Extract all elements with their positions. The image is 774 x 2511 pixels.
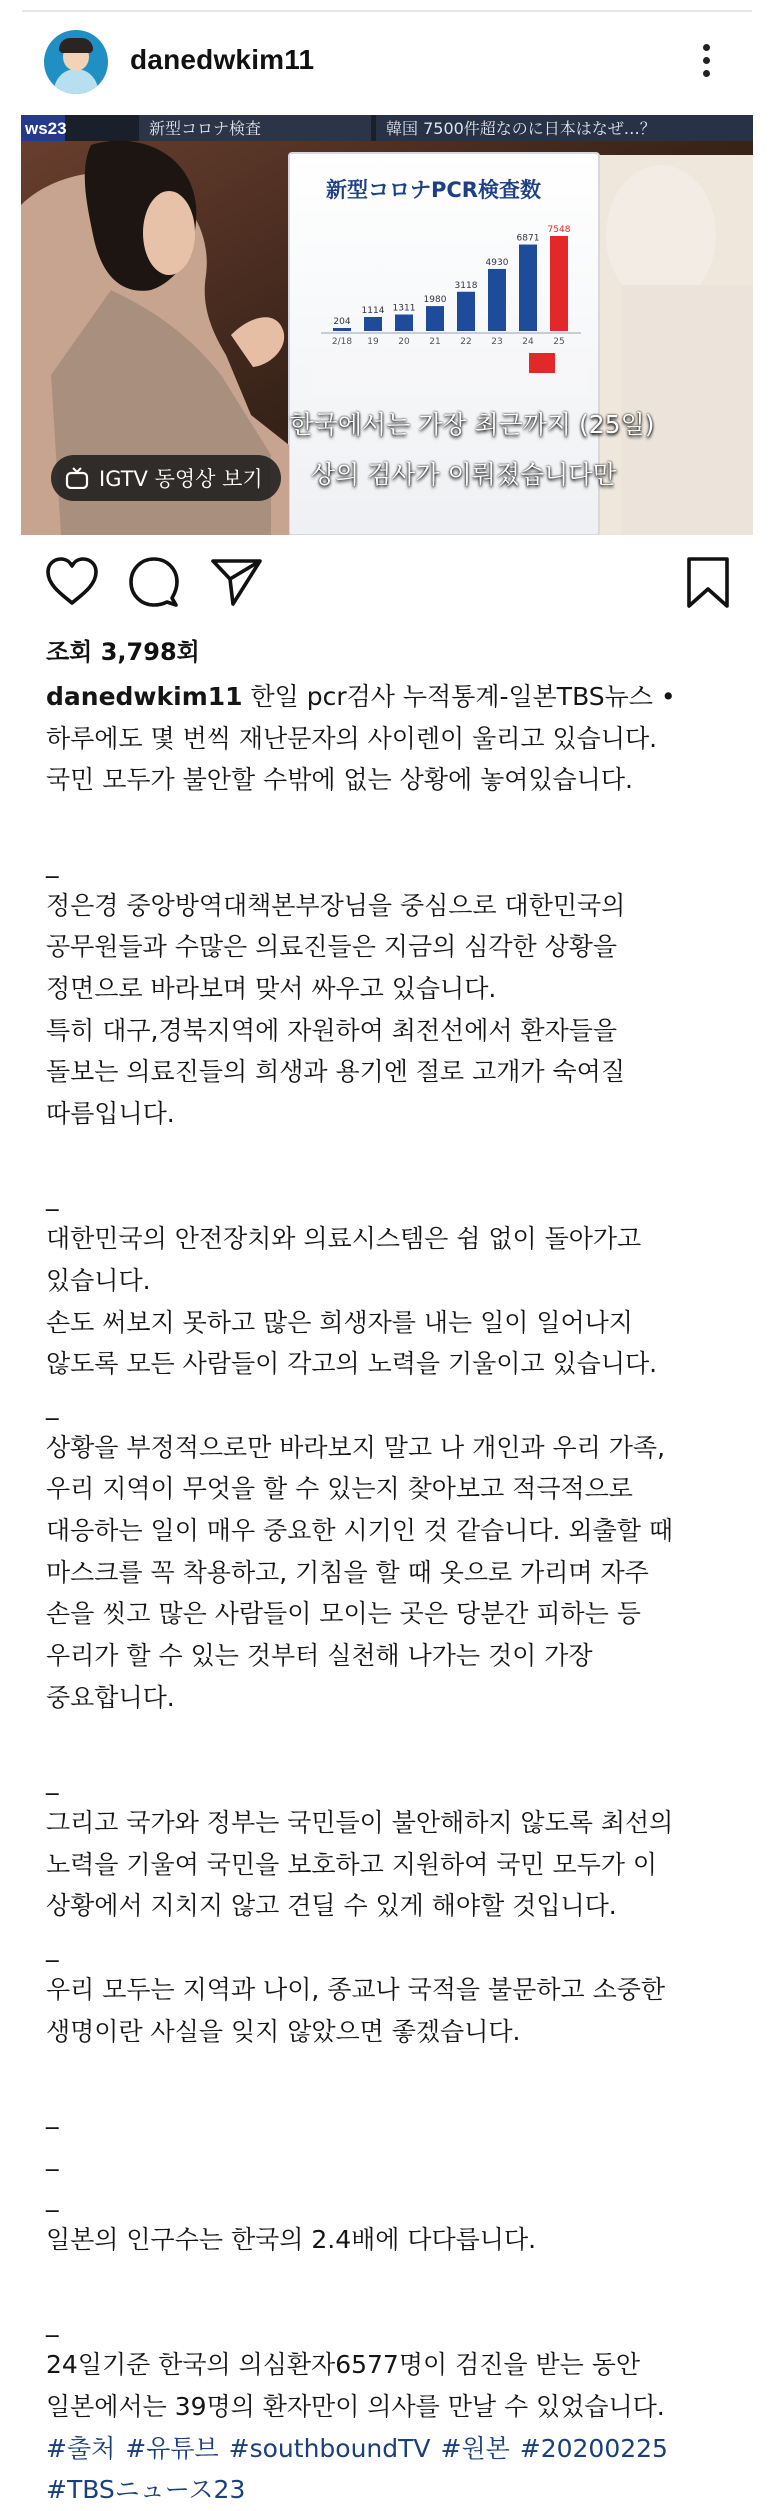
hashtag-link[interactable]: #TBSニュース23	[46, 2475, 246, 2505]
caption-line: 생명이란 사실을 잊지 않았으면 좋겠습니다.	[46, 2016, 521, 2046]
chart-bar	[395, 314, 413, 331]
bookmark-icon[interactable]	[684, 556, 732, 610]
caption-line: 우리가 할 수 있는 것부터 실천해 나가는 것이 가장	[46, 1641, 593, 1671]
caption-blank-line	[46, 801, 746, 843]
caption-line: 우리 모두는 지역과 나이, 종교나 국적을 불문하고 소중한	[46, 1974, 666, 2004]
board-title: 新型コロナPCR検査数	[326, 178, 541, 202]
chart-value-label: 204	[333, 317, 351, 327]
chart-x-label: 23	[491, 337, 503, 347]
caption-line: 정면으로 바라보며 맞서 싸우고 있습니다.	[46, 973, 497, 1003]
caption-blank-line	[46, 2261, 746, 2303]
caption-line: 우리 지역이 무엇을 할 수 있는지 찾아보고 적극적으로	[46, 1474, 633, 1504]
chart-bar	[457, 292, 475, 331]
caption-line: 손을 씻고 많은 사람들이 모이는 곳은 당분간 피하는 등	[46, 1599, 641, 1629]
chart-x-label: 21	[429, 337, 441, 347]
chart-bar	[550, 236, 568, 331]
view-count: 조회 3,798회	[46, 638, 200, 666]
caption-blank-line	[46, 1135, 746, 1177]
chart-bar	[333, 328, 351, 331]
caption-line: 상황에서 지치지 않고 견딜 수 있게 해야할 것입니다.	[46, 1891, 617, 1921]
heart-icon[interactable]	[44, 556, 100, 608]
caption-line: 중요합니다.	[46, 1682, 175, 1712]
chart-bar	[364, 317, 382, 331]
caption-line: 대응하는 일이 매우 중요한 시기인 것 같습니다. 외출할 때	[46, 1516, 673, 1546]
igtv-watch-button[interactable]	[51, 455, 281, 501]
caption-line: 그리고 국가와 정부는 국민들이 불안해하지 않도록 최선의	[46, 1807, 674, 1837]
chart-x-label: 2/18	[331, 337, 353, 347]
caption-blank-line	[46, 2052, 746, 2094]
chart-value-label: 6871	[516, 233, 540, 244]
avatar[interactable]	[44, 30, 108, 94]
hashtag-link[interactable]: #southboundTV	[228, 2433, 431, 2463]
caption-line: 대한민국의 안전장치와 의료시스템은 쉼 없이 돌아가고	[46, 1224, 642, 1254]
caption-line: 돌보는 의료진들의 희생과 용기엔 절로 고개가 숙여질	[46, 1057, 625, 1087]
caption-line: _	[46, 1766, 59, 1796]
caption-line: 특히 대구,경북지역에 자원하여 최전선에서 환자들을	[46, 1015, 618, 1045]
banner-left: 新型コロナ検査	[149, 119, 262, 138]
comment-icon[interactable]	[126, 556, 182, 608]
caption-line: 따름입니다.	[46, 1099, 175, 1129]
hashtag-line	[46, 2469, 746, 2511]
caption-blank-line	[46, 1719, 746, 1761]
caption-line: 정은경 중앙방역대책본부장님을 중심으로 대한민국의	[46, 890, 626, 920]
igtv-label: IGTV 동영상 보기	[99, 467, 263, 491]
caption-username[interactable]: danedwkim11	[46, 682, 243, 711]
hashtag-link[interactable]: #유튜브	[125, 2433, 219, 2463]
post-caption	[46, 676, 746, 2511]
caption-line: 일본의 인구수는 한국의 2.4배에 다다릅니다.	[46, 2225, 537, 2255]
caption-first-line	[46, 676, 746, 718]
send-icon[interactable]	[208, 556, 264, 608]
action-bar	[0, 548, 774, 618]
igtv-icon	[65, 467, 89, 489]
caption-line: 손도 써보지 못하고 많은 희생자를 내는 일이 일어나지	[46, 1307, 633, 1337]
hashtag-line	[46, 2428, 746, 2470]
caption-line: _	[46, 1182, 59, 1212]
caption-line: 하루에도 몇 번씩 재난문자의 사이렌이 울리고 있습니다.	[46, 723, 658, 753]
caption-line: _	[46, 1933, 59, 1963]
chart-x-label: 24	[522, 337, 534, 347]
hashtag-link[interactable]: #출처	[46, 2433, 116, 2463]
chart-bar	[488, 269, 506, 331]
chart-value-label: 1114	[361, 305, 385, 316]
chart-value-label: 3118	[454, 280, 478, 291]
caption-line: 24일기준 한국의 의심환자6577명이 검진을 받는 동안	[46, 2350, 641, 2380]
video-thumbnail[interactable]	[21, 115, 753, 535]
caption-line: 노력을 기울여 국민을 보호하고 지원하여 국민 모두가 이	[46, 1849, 658, 1879]
subtitle-line-2: 상의 검사가 이뤄졌습니다만	[311, 460, 617, 489]
channel-badge: ws23	[25, 119, 67, 138]
more-vertical-icon[interactable]	[694, 38, 718, 86]
chart-value-label: 7548	[547, 225, 571, 235]
caption-line: _	[46, 2308, 59, 2338]
hashtag-link[interactable]: #원본	[440, 2433, 510, 2463]
caption-title: 한일 pcr검사 누적통계-일본TBS뉴스 •	[242, 682, 676, 711]
caption-line: _	[46, 2099, 59, 2129]
subtitle-line-1: 한국에서는 가장 최근까지 (25일)	[289, 410, 655, 439]
chart-value-label: 1311	[392, 303, 416, 314]
caption-line: 일본에서는 39명의 환자만이 의사를 만날 수 있었습니다.	[46, 2391, 665, 2421]
chart-x-label: 19	[367, 337, 379, 347]
caption-line: 국민 모두가 불안할 수밖에 없는 상황에 놓여있습니다.	[46, 765, 633, 795]
top-divider	[22, 10, 752, 12]
caption-line: _	[46, 2183, 59, 2213]
post-header	[0, 22, 774, 106]
caption-line: 않도록 모든 사람들이 각고의 노력을 기울이고 있습니다.	[46, 1349, 658, 1379]
chart-x-label: 25	[553, 337, 565, 347]
caption-line: _	[46, 1390, 59, 1420]
caption-line: _	[46, 2141, 59, 2171]
caption-line: _	[46, 848, 59, 878]
chart-bar	[519, 245, 537, 331]
chart-x-label: 20	[398, 337, 410, 347]
post-username[interactable]: danedwkim11	[130, 44, 315, 75]
chart-bar	[426, 306, 444, 331]
chart-value-label: 4930	[485, 257, 509, 268]
caption-line: 있습니다.	[46, 1265, 151, 1295]
chart-value-label: 1980	[423, 295, 447, 306]
caption-line: 상황을 부정적으로만 바라보지 말고 나 개인과 우리 가족,	[46, 1432, 666, 1462]
hashtag-link[interactable]: #20200225	[519, 2433, 668, 2463]
caption-line: 마스크를 꼭 착용하고, 기침을 할 때 옷으로 가리며 자주	[46, 1557, 649, 1587]
caption-line: 공무원들과 수많은 의료진들은 지금의 심각한 상황을	[46, 932, 618, 962]
banner-right: 韓国 7500件超なのに日本はなぜ…？	[386, 119, 656, 138]
chart-x-label: 22	[460, 337, 472, 347]
